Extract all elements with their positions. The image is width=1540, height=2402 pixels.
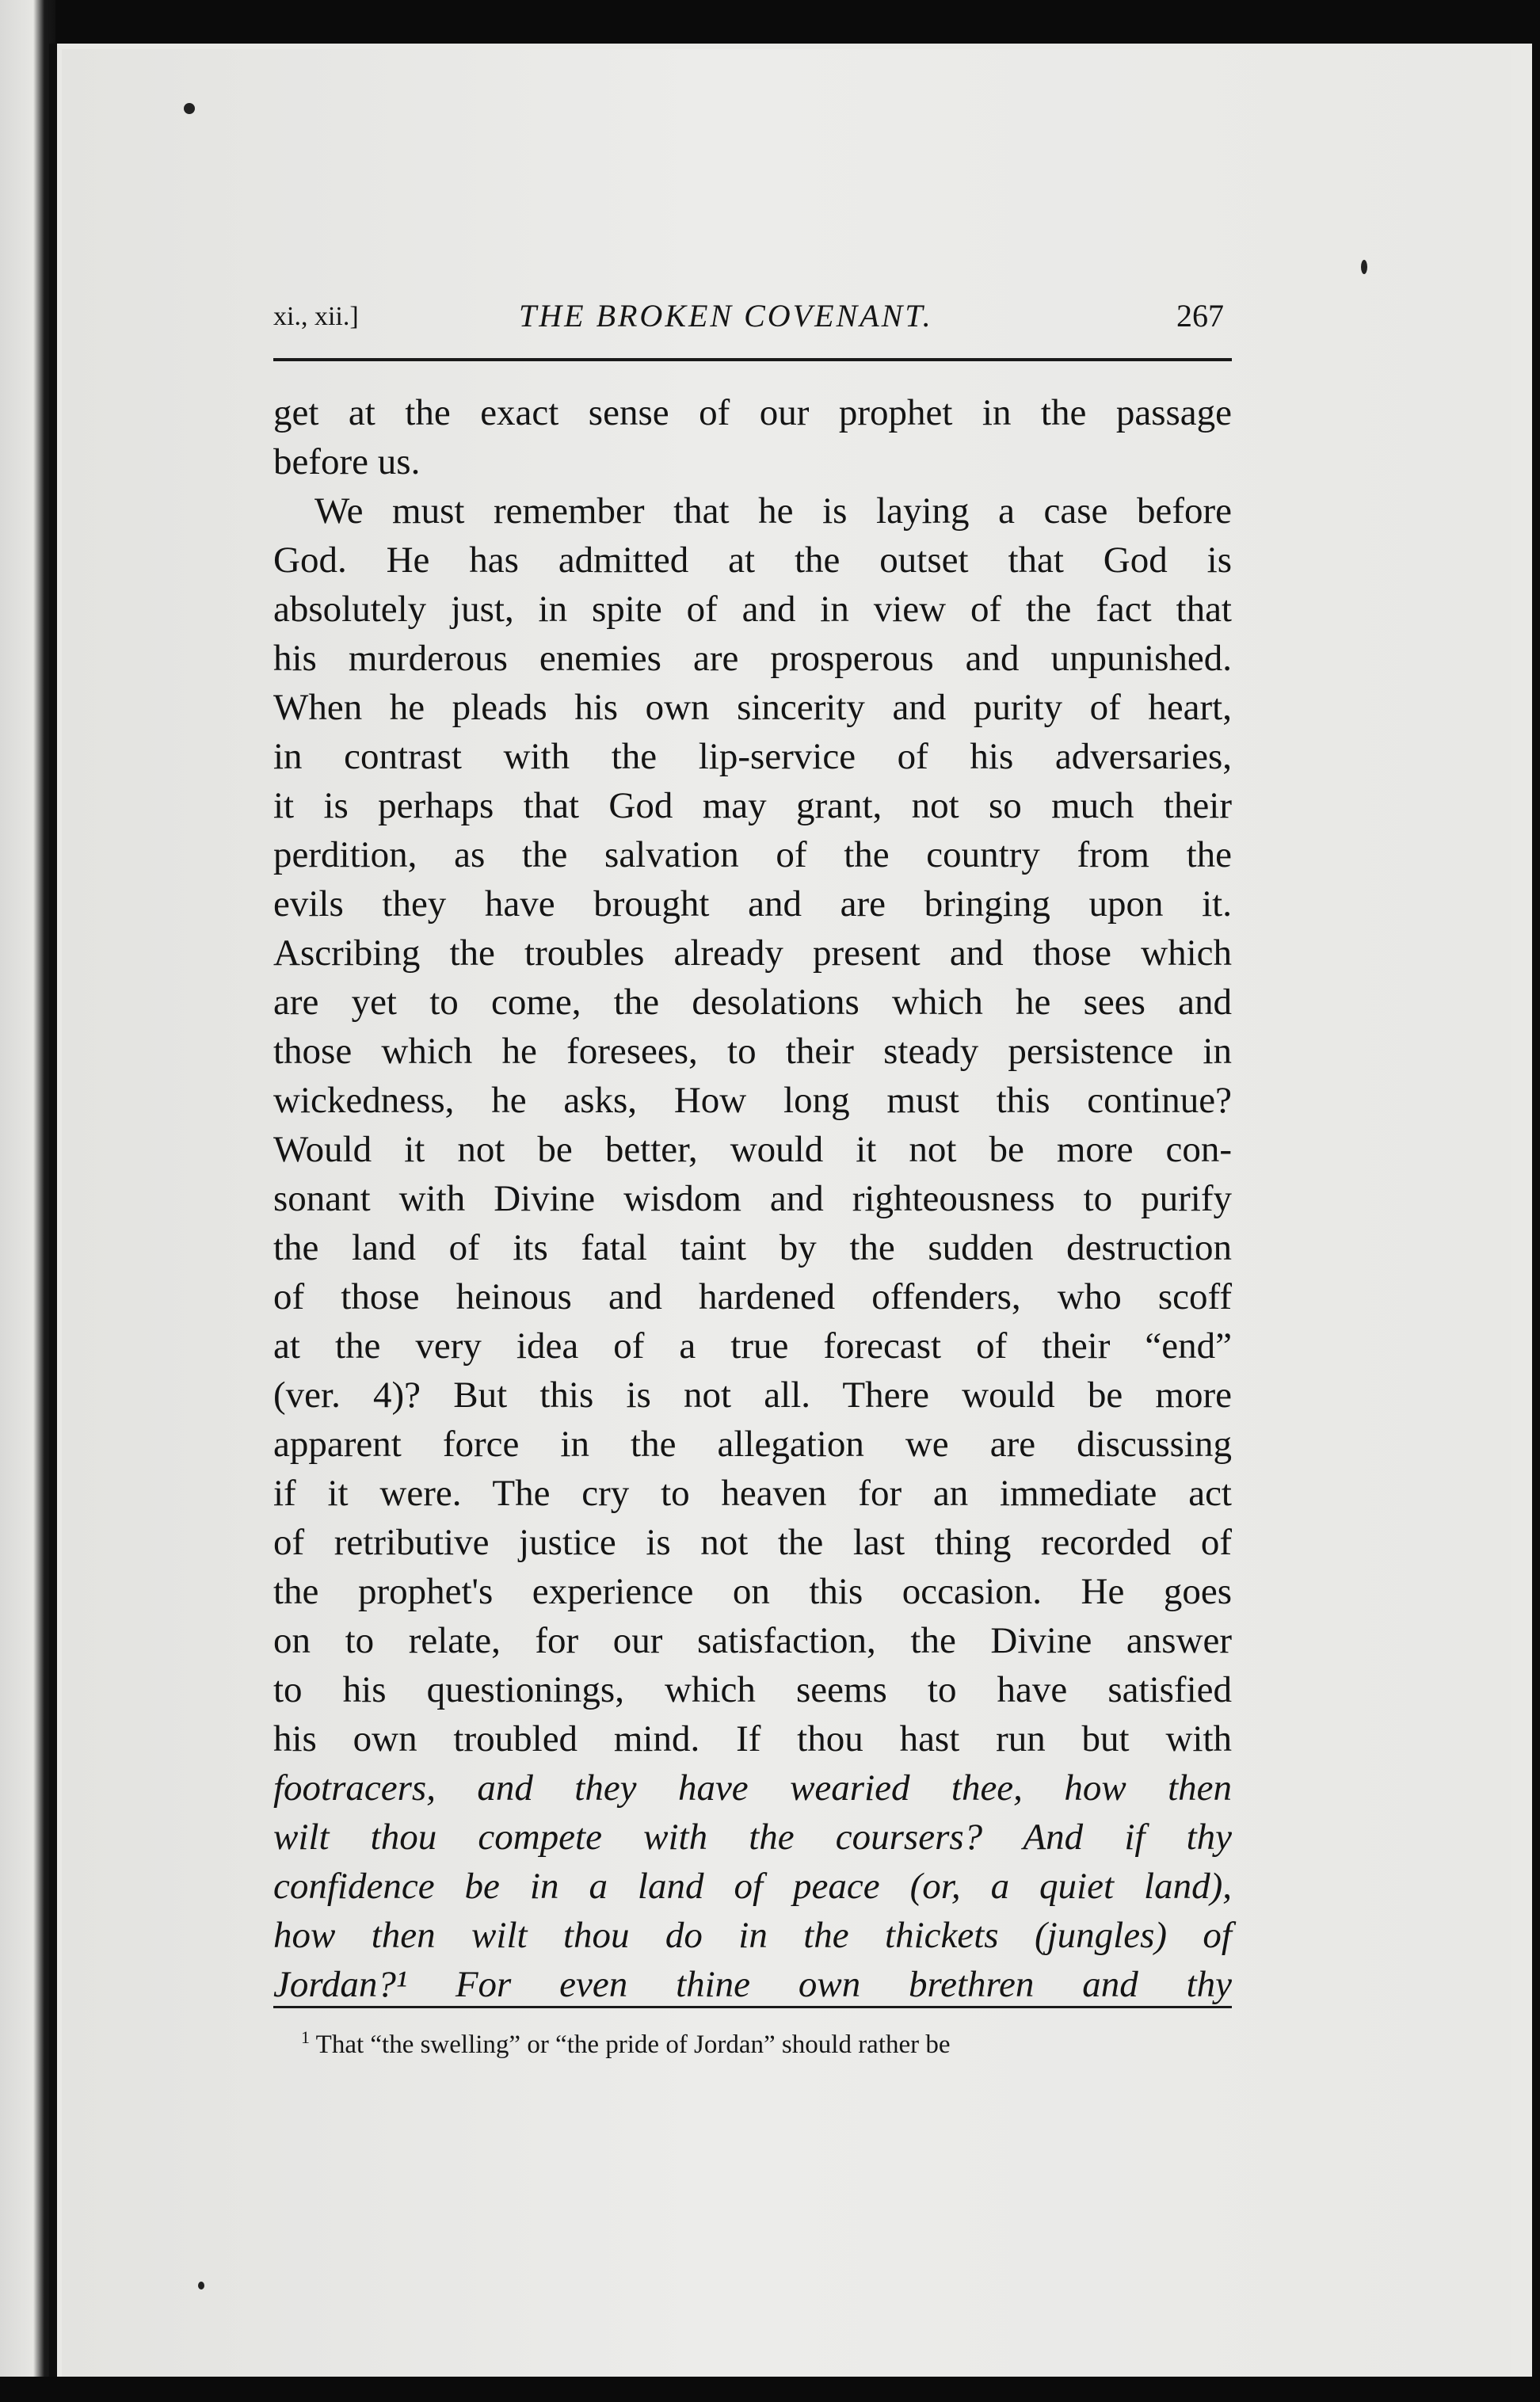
- ink-speck: [198, 2282, 204, 2290]
- text-line: are yet to come, the desolations which he sees and: [273, 982, 1232, 1023]
- text-line: sonant with Divine wisdom and righteousness to purify: [273, 1178, 1232, 1219]
- text-line: of those heinous and hardened offenders, who scoff: [273, 1276, 1232, 1317]
- text-line: his own troubled mind. If thou hast run but with: [273, 1718, 1232, 1760]
- text-line: wickedness, he asks, How long must this continue?: [273, 1080, 1232, 1121]
- running-header: [273, 297, 1232, 345]
- scan-border-bottom: [0, 2377, 1540, 2402]
- text-line: those which he foresees, to their steady persistence in: [273, 1031, 1232, 1072]
- text-line: apparent force in the allegation we are discussing: [273, 1424, 1232, 1465]
- text-line: perdition, as the salvation of the country from the: [273, 834, 1232, 875]
- running-title: THE BROKEN COVENANT.: [519, 298, 933, 334]
- footnote-text: That “the swelling” or “the pride of Jordan” should rather be: [315, 2030, 951, 2059]
- text-line: Would it not be better, would it not be more con-: [273, 1129, 1232, 1170]
- text-line: to his questionings, which seems to have satisfied: [273, 1669, 1232, 1710]
- text-line: if it were. The cry to heaven for an immediate act: [273, 1473, 1232, 1514]
- text-line: evils they have brought and are bringing upon it.: [273, 883, 1232, 925]
- text-line: before us.: [273, 441, 421, 482]
- text-line: We must remember that he is laying a case before: [314, 490, 1232, 532]
- text-line: how then wilt thou do in the thickets (jungles) of: [273, 1915, 1232, 1956]
- text-line: of retributive justice is not the last thing recorded of: [273, 1522, 1232, 1563]
- footnote-rule: [273, 2006, 1232, 2008]
- text-line: Ascribing the troubles already present and those which: [273, 932, 1232, 974]
- text-line: it is perhaps that God may grant, not so much their: [273, 785, 1232, 826]
- text-line: his murderous enemies are prosperous and unpunished.: [273, 638, 1232, 679]
- text-line: on to relate, for our satisfaction, the Divine answer: [273, 1620, 1232, 1661]
- text-line: God. He has admitted at the outset that God is: [273, 539, 1232, 581]
- text-line: get at the exact sense of our prophet in the passage: [273, 392, 1232, 433]
- ink-speck: [1361, 260, 1367, 274]
- text-line: the prophet's experience on this occasion. He goes: [273, 1571, 1232, 1612]
- body-text: [273, 388, 1232, 2009]
- text-line: footracers, and they have wearied thee, how then: [273, 1767, 1232, 1809]
- text-line: in contrast with the lip-service of his adversaries,: [273, 736, 1232, 777]
- page-number: 267: [1176, 298, 1224, 334]
- footnote: [301, 2020, 1236, 2062]
- footnote-marker: 1: [301, 2027, 310, 2047]
- text-line: at the very idea of a true forecast of their “end”: [273, 1325, 1232, 1367]
- text-line: Jordan?¹ For even thine own brethren and thy: [273, 1964, 1232, 2005]
- text-line: wilt thou compete with the coursers? And if thy: [273, 1817, 1232, 1858]
- text-line: (ver. 4)? But this is not all. There would be more: [273, 1374, 1232, 1416]
- header-rule: [273, 358, 1232, 361]
- page-edge-left: [0, 0, 55, 2402]
- text-line: the land of its fatal taint by the sudden destruction: [273, 1227, 1232, 1268]
- text-line: absolutely just, in spite of and in view of the fact that: [273, 589, 1232, 630]
- text-line: When he pleads his own sincerity and purity of heart,: [273, 687, 1232, 728]
- text-line: confidence be in a land of peace (or, a quiet land),: [273, 1866, 1232, 1907]
- ink-speck: [184, 103, 195, 114]
- section-reference: xi., xii.]: [273, 302, 359, 331]
